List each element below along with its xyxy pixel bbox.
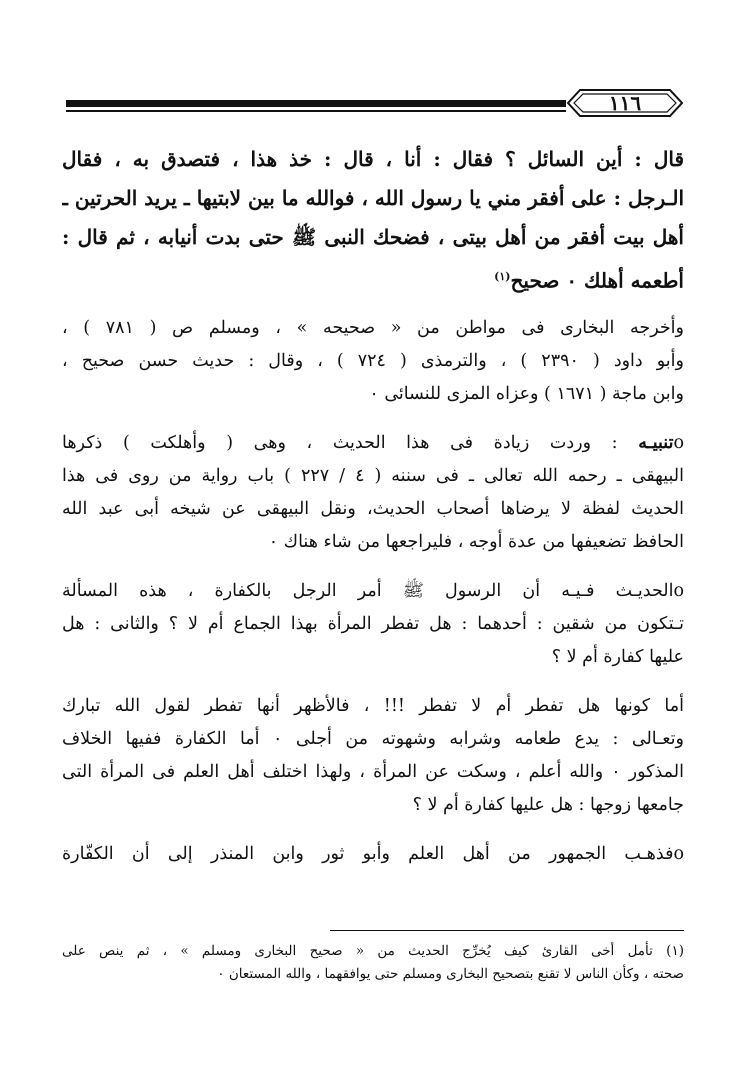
takhrij-line: وابن ماجة ( ١٦٧١ ) وعزاه المزى للنسائى ٠ (369, 384, 684, 404)
footnote-line: صحته ، وكأن الناس لا تقنع بتصحيح البخارى ومسلم حتى يوافقهما ، والله المستعان ٠ (217, 966, 684, 982)
hadith-paragraph (62, 140, 684, 296)
footnote-ref: (١) (494, 270, 511, 283)
tanbih-line-first (62, 427, 684, 460)
tanbih-line: الحافظ تضعيفها من عدة أوجه ، فليراجعها من شاء هناك ٠ (268, 532, 684, 552)
hadith-line: أهل بيت أفقر من أهل بيتى ، فضحك النبى ﷺ حتى بدت أنيابه ، ثم قال : (62, 225, 684, 249)
hadith-line: الـرجل : على أفقر مني يا رسول الله ، فوالله ما بين لابتيها ـ يريد الحرتين ـ (62, 186, 684, 210)
footnote-line: (١) تأمل أخى القارئ كيف يُخرِّج الحديث من « صحيح البخارى ومسلم » ، ثم ينص على (62, 943, 684, 959)
page-number: ١١٦ (608, 91, 642, 115)
discussion-paragraph (62, 690, 684, 822)
tanbih-line-text: : وردت زيادة فى هذا الحديث ، وهى ( وأهلكت ) ذكرها (62, 433, 639, 453)
footnotes (62, 940, 684, 986)
discussion-line: أما كونها هل تفطر أم لا تفطر !!! ، فالأظهر أنها تفطر لقول الله تبارك (62, 696, 684, 716)
masala-line: عليها كفارة أم لا ؟ (551, 647, 684, 667)
discussion-line: وتعـالى : يدع طعامه وشرابه وشهوته من أجلى ٠ أما الكفارة ففيها الخلاف (62, 729, 684, 749)
hadith-line-last (62, 257, 684, 296)
header-rule-thin (66, 110, 566, 112)
tanbih-label: تنبيـه (638, 433, 674, 453)
discussion-line: جامعها زوجها : هل عليها كفارة أم لا ؟ (412, 795, 684, 815)
footnote-separator (330, 930, 684, 931)
discussion-line: المذكور ٠ والله أعلم ، وسكت عن المرأة ، ولهذا اختلف أهل العلم فى المرأة التى (62, 762, 684, 782)
masala-paragraph (62, 575, 684, 674)
takhrij-line: وأبو داود ( ٢٣٩٠ ) ، والترمذى ( ٧٢٤ ) ، وقال : حديث حسن صحيح ، (62, 351, 684, 371)
masala-line-text: الحديـث فـيـه أن الرسول ﷺ أمر الرجل بالكفارة ، هذه المسألة (62, 581, 674, 601)
bullet-circle-icon: o (673, 844, 684, 864)
tanbih-line: البيهقى ـ رحمه الله تعالى ـ فى سننه ( ٤ / ٢٢٧ ) باب رواية من روى فى هذا (62, 466, 684, 486)
closing-paragraph (62, 838, 684, 871)
tanbih-line: الحديث لفظة لا يرضاها أصحاب الحديث، ونقل البيهقى عن شيخه أبى عبد الله (62, 499, 684, 519)
header-rule (66, 100, 566, 107)
takhrij-paragraph (62, 312, 684, 411)
main-text (62, 140, 684, 887)
page-number-badge (566, 86, 684, 120)
bullet-circle-icon: o (673, 433, 684, 453)
hadith-line-text: أطعمه أهلك ٠ صحيح (510, 268, 684, 293)
closing-line-text: فذهـب الجمهور من أهل العلم وأبو ثور وابن المنذر إلى أن الكفّارة (62, 844, 674, 864)
takhrij-line: وأخرجه البخارى فى مواطن من « صحيحه » ، ومسلم ص ( ٧٨١ ) ، (62, 318, 684, 338)
masala-line-first (62, 575, 684, 608)
masala-line: تـتكون من شقين : أحدهما : هل تفطر المرأة بهذا الجماع أم لا ؟ والثانى : هل (62, 614, 684, 634)
tanbih-paragraph (62, 427, 684, 559)
bullet-circle-icon: o (673, 581, 684, 601)
closing-line (62, 838, 684, 871)
hadith-line: قال : أين السائل ؟ فقال : أنا ، قال : خذ هذا ، فتصدق به ، فقال (62, 147, 684, 171)
